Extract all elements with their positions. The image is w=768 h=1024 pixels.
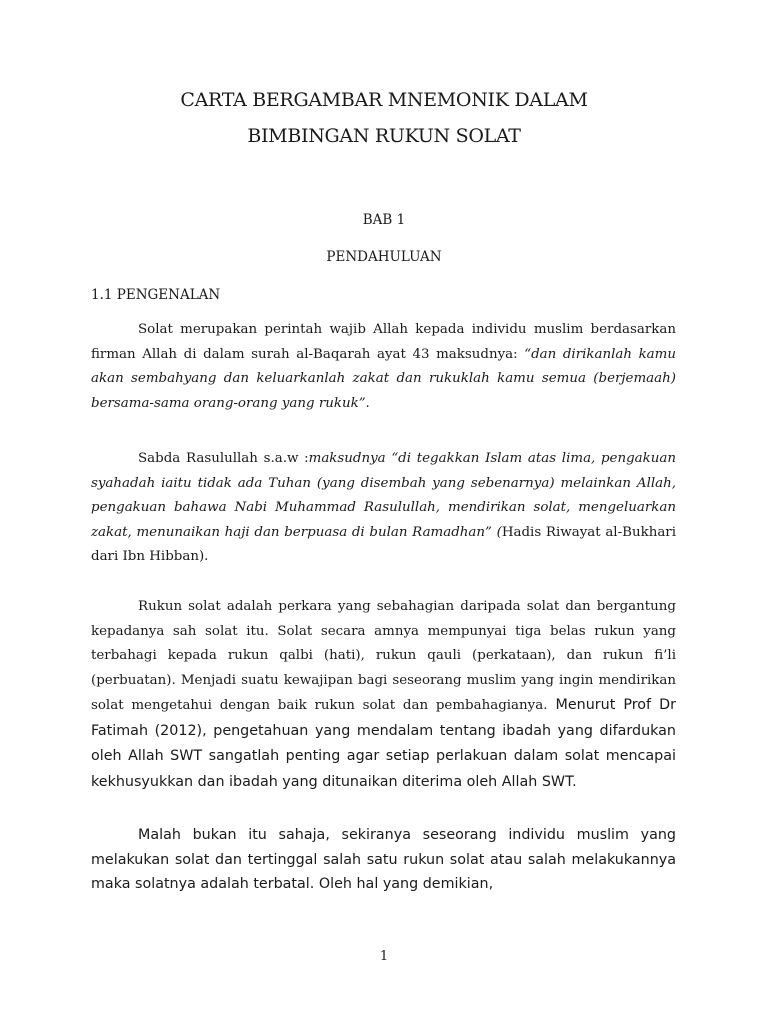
paragraph-1 <box>91 318 676 416</box>
paragraph-2-text: Sabda Rasulullah s.a.w : <box>138 451 309 466</box>
paragraph-3-text: Rukun solat adalah perkara yang sebahagian daripada solat dan bergantung kepadanya sah solat itu. Solat secara amnya mempunyai tiga belas rukun yang terbahagi kepada rukun qalbi (hati), rukun qauli (perkataan), dan rukun fi’li (perbuatan). Menjadi suatu kewajipan bagi seseorang muslim yang ingin mendirikan solat mengetahui dengan baik rukun solat dan pembahagianya. <box>91 599 676 713</box>
document-title-line-1: CARTA BERGAMBAR MNEMONIK DALAM <box>180 89 588 111</box>
paragraph-1-quote: “dan dirikanlah kamu akan sembahyang dan keluarkanlah zakat dan rukuklah kamu semua (berjemaah) bersama-sama orang-orang yang rukuk” <box>91 346 676 411</box>
section-heading: 1.1 PENGENALAN <box>91 287 221 303</box>
paragraph-2-citation: Hadis Riwayat al-Bukhari dari Ibn Hibban). <box>91 524 676 564</box>
paragraph-4-text: Malah bukan itu sahaja, sekiranya seseorang individu muslim yang melakukan solat dan tertinggal salah satu rukun solat atau salah melakukannya maka solatnya adalah terbatal. Oleh hal yang demikian, <box>91 827 676 892</box>
paragraph-3-continuation: Menurut Prof Dr Fatimah (2012), pengetahuan yang mendalam tentang ibadah yang difardukan oleh Allah SWT sangatlah penting agar setiap perlakuan dalam solat mencapai kekhusyukkan dan ibadah yang ditunaikan diterima oleh Allah SWT. <box>91 697 676 790</box>
paragraph-4 <box>91 823 676 897</box>
paragraph-1-text: Solat merupakan perintah wajib Allah kepada individu muslim berdasarkan firman Allah di dalam surah al-Baqarah ayat 43 maksudnya: <box>91 322 676 362</box>
paragraph-1-end: . <box>365 395 370 411</box>
chapter-number: BAB 1 <box>362 212 406 228</box>
paragraph-2 <box>91 447 676 570</box>
page-number: 1 <box>379 949 389 964</box>
paragraph-2-quote: maksudnya “di tegakkan Islam atas lima, pengakuan syahadah iaitu tidak ada Tuhan (yang disembah yang sebenarnya) melainkan Allah, pengakuan bahawa Nabi Muhammad Rasulullah, mendirikan solat, mengeluarkan zakat, menunaikan haji dan berpuasa di bulan Ramadhan” ( <box>91 451 677 540</box>
paragraph-3 <box>91 595 676 795</box>
document-title-line-2: BIMBINGAN RUKUN SOLAT <box>247 125 521 147</box>
chapter-title: PENDAHULUAN <box>326 249 442 265</box>
